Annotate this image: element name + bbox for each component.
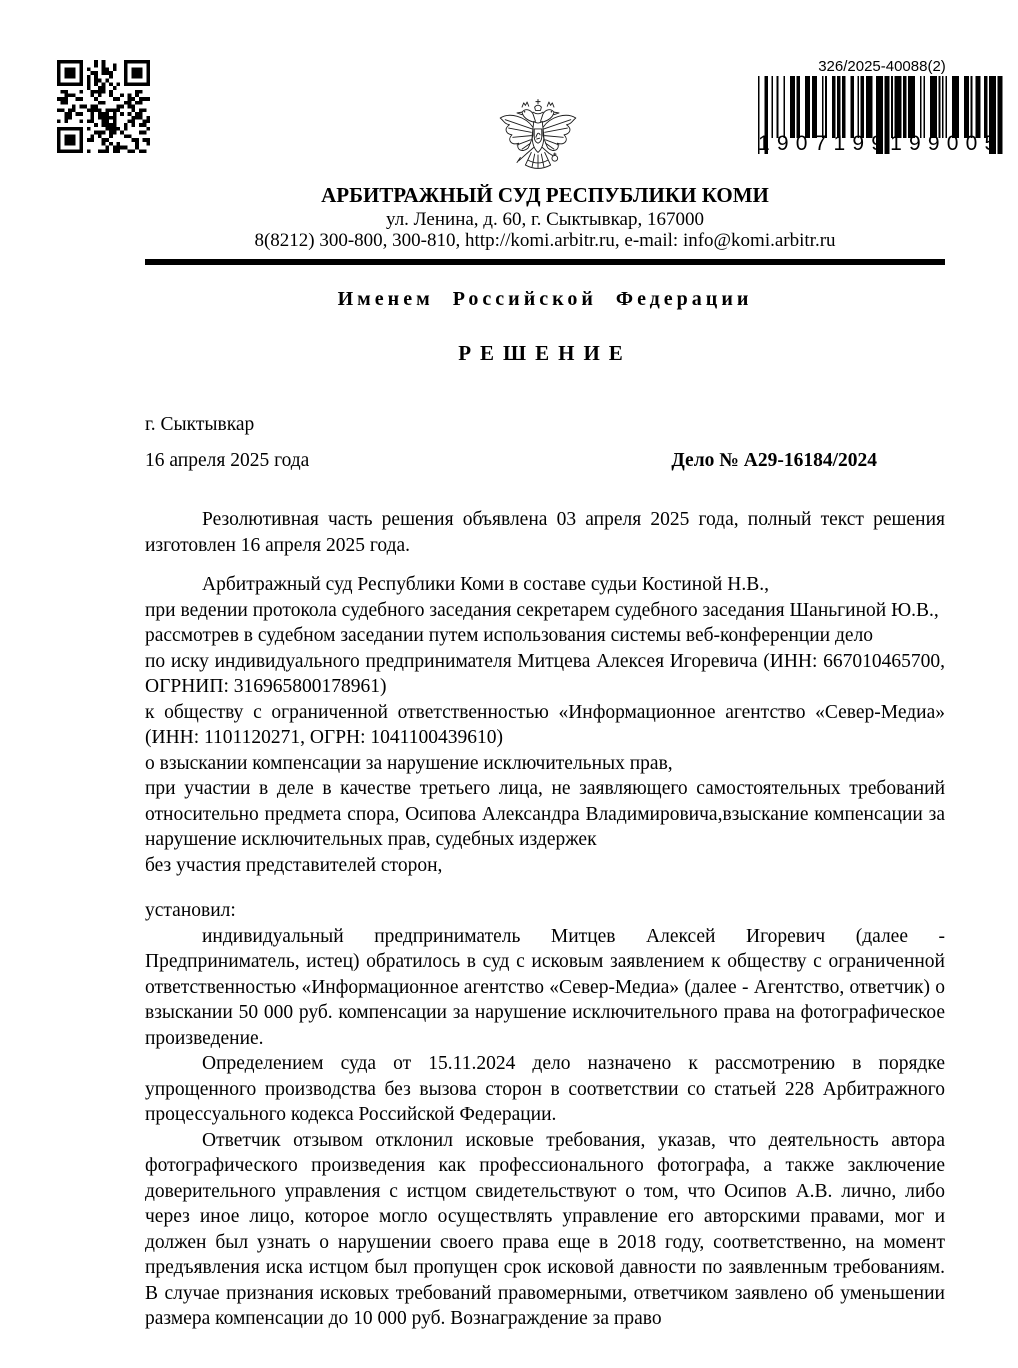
paragraph-2: Определением суда от 15.11.2024 дело назначено к рассмотрению в порядке упрощенного производства без вызова сторон в соответствии со статьей 228 Арбитражного процессуального кодекса Российской Федерации. [145, 1053, 945, 1125]
decision-heading: РЕШЕНИЕ [458, 340, 632, 365]
court-contacts: 8(8212) 300-800, 300-810, http://komi.arbitr.ru, e-mail: info@komi.arbitr.ru [254, 230, 836, 251]
document-content [145, 184, 945, 1332]
barcode-label: 326/2025-40088(2) [818, 58, 946, 75]
line-defendant: к обществу с ограниченной ответственностью «Информационное агентство «Север-Медиа» (ИНН: 1101120271, ОГРН: 1041100439610) [145, 701, 945, 748]
case-number: Дело № А29-16184/2024 [671, 449, 877, 471]
line-court-composition: Арбитражный суд Республики Коми в составе судьи Костиной Н.В., [202, 574, 769, 595]
line-third-party: при участии в деле в качестве третьего лица, не заявляющего самостоятельных требований относительно предмета спора, Осипова Александра Владимировича,взыскание компенсации за нарушение исключительных прав, судебных издержек [145, 778, 945, 850]
qr-code-icon [57, 60, 150, 153]
decision-date: 16 апреля 2025 года [145, 449, 310, 471]
header-divider-rule [145, 259, 945, 265]
line-claim: о взыскании компенсации за нарушение исключительных прав, [145, 752, 673, 774]
russia-coat-of-arms-icon [496, 98, 580, 180]
line-attendance: без участия представителей сторон, [145, 854, 443, 876]
paragraph-1: индивидуальный предприниматель Митцев Алексей Игоревич (далее - Предприниматель, истец) обратилось в суд с исковым заявлением к обществу с ограниченной ответственностью «Информационное агентство «Север-Медиа» (далее - Агентство, ответчик) о взыскании 50 000 руб. компенсации за нарушение исключительного права на фотографическое произведение. [145, 925, 945, 1049]
barcode-block [756, 58, 1008, 156]
paragraph-resolutive: Резолютивная часть решения объявлена 03 апреля 2025 года, полный текст решения изготовлен 16 апреля 2025 года. [145, 509, 945, 556]
paragraph-3: Ответчик отзывом отклонил исковые требования, указав, что деятельность автора фотографического произведения как профессионального фотографа, а также заключение доверительного управления с истцом свидетельствуют о том, что Осипов А.В. лично, либо через иное лицо, которое могло осуществлять управление его авторскими правами, мог и должен был узнать о нарушении своего права еще в 2018 году, соответственно, на момент предъявления иска истцом был пропущен срок исковой давности по заявленным требованиям. В случае признания исковых требований правомерными, ответчиком заявлено об уменьшении размера компенсации до 10 000 руб. Вознаграждение за право [145, 1129, 945, 1329]
in-the-name-heading: Именем Российской Федерации [337, 288, 753, 310]
established-heading: установил: [145, 900, 236, 921]
barcode-digits: 1907199199005 [758, 132, 1004, 155]
court-address: ул. Ленина, д. 60, г. Сыктывкар, 167000 [386, 209, 704, 230]
line-plaintiff: по иску индивидуального предпринимателя Митцева Алексея Игоревича (ИНН: 667010465700, ОГРНИП: 316965800178961) [145, 650, 945, 697]
court-name: АРБИТРАЖНЫЙ СУД РЕСПУБЛИКИ КОМИ [321, 183, 769, 207]
line-secretary: при ведении протокола судебного заседания секретарем судебного заседания Шаньгиной Ю.В., [145, 599, 939, 621]
date-case-row [145, 448, 945, 474]
line-hearing: рассмотрев в судебном заседании путем использования системы веб-конференции дело [145, 625, 874, 646]
city-line: г. Сыктывкар [145, 414, 255, 435]
